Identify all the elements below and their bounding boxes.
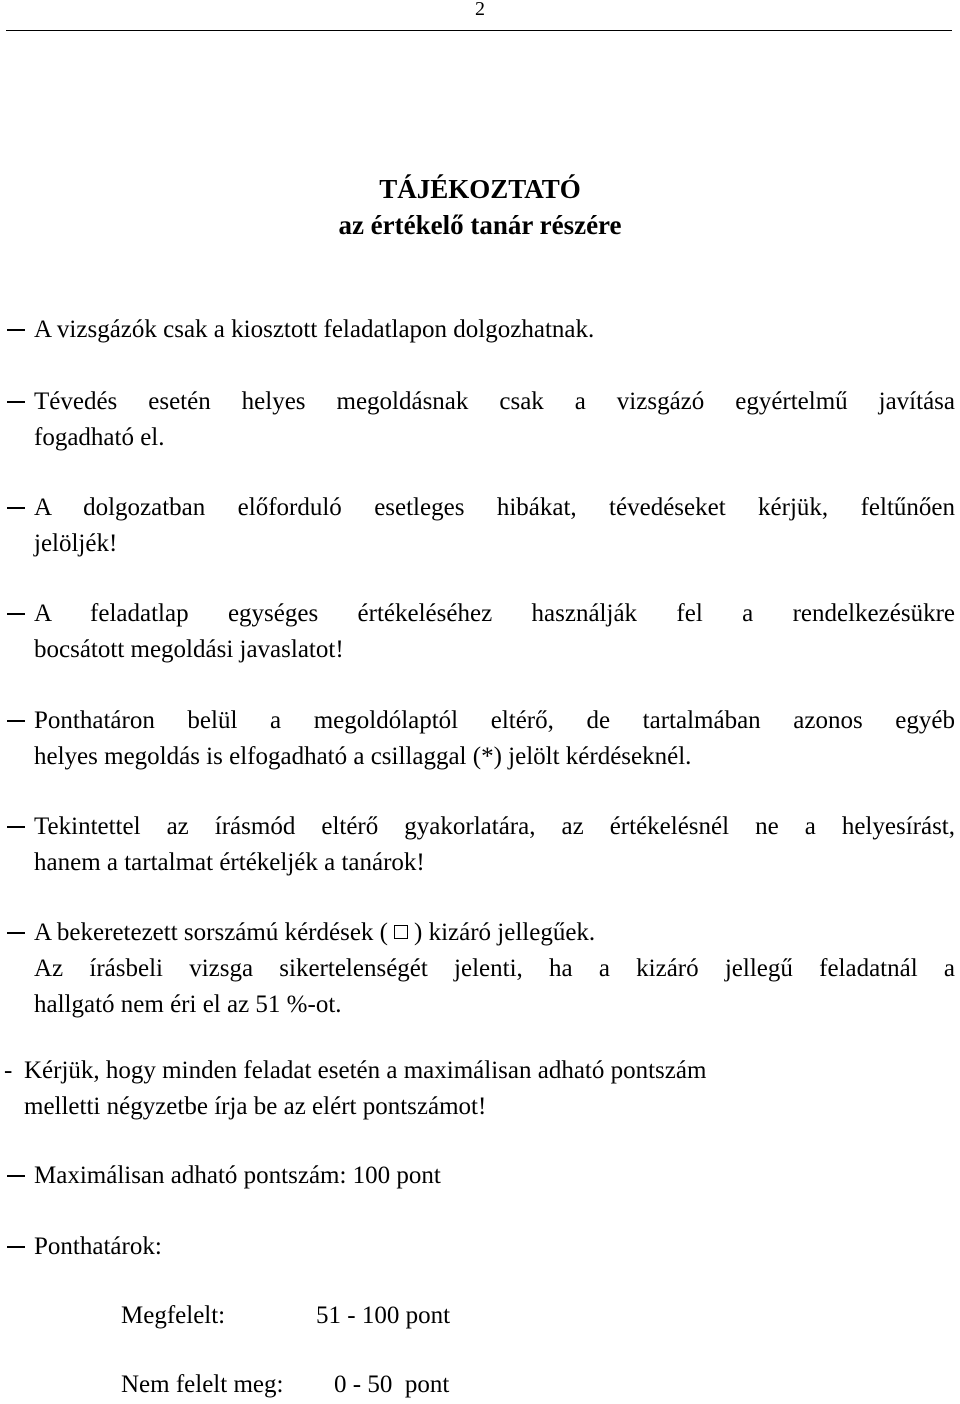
list-item-text: Kérjük, hogy minden feladat esetén a maximálisan adható pontszám	[24, 1057, 707, 1084]
list-item-text: hanem a tartalmat értékeljék a tanárok!	[34, 849, 425, 876]
list-item-text: fogadható el.	[34, 424, 165, 451]
list-item-text-part: ) kizáró jellegűek.	[414, 919, 596, 946]
list-item-text: Tekintettel az írásmód eltérő gyakorlatára, az értékelésnél ne a helyesírást,	[34, 813, 955, 840]
dash-bullet	[7, 613, 25, 615]
dash-bullet	[7, 932, 25, 934]
list-item	[34, 915, 955, 1023]
dash-bullet	[7, 826, 25, 828]
list-item-text: jelöljék!	[34, 530, 118, 557]
page-title: TÁJÉKOZTATÓ	[379, 174, 581, 204]
list-item	[34, 490, 955, 562]
thresholds-item	[34, 1229, 955, 1265]
list-item-text-part: A bekeretezett sorszámú kérdések (	[34, 919, 389, 946]
threshold-label-fail: Nem felelt meg:	[121, 1371, 284, 1398]
threshold-value-fail: 0 - 50 pont	[334, 1371, 450, 1398]
list-item	[4, 1053, 924, 1125]
thresholds-label: Ponthatárok:	[34, 1233, 162, 1260]
dash-bullet	[7, 329, 25, 331]
list-item-text: Ponthatáron belül a megoldólaptól eltérő, de tartalmában azonos egyéb	[34, 707, 955, 734]
dash-bullet	[7, 507, 25, 509]
list-item	[34, 596, 955, 668]
list-item	[34, 384, 955, 456]
page-number: 2	[475, 0, 485, 20]
list-item-text: melletti négyzetbe írja be az elért pontszámot!	[24, 1093, 487, 1120]
dash-bullet	[7, 1246, 25, 1248]
list-item-text: bocsátott megoldási javaslatot!	[34, 636, 344, 663]
list-item-text	[34, 915, 955, 951]
page-subtitle: az értékelő tanár részére	[338, 210, 622, 240]
list-item-text: hallgató nem éri el az 51 %-ot.	[34, 991, 342, 1018]
max-points-item	[34, 1158, 955, 1194]
square-box-icon	[394, 925, 408, 939]
max-points-text: Maximálisan adható pontszám: 100 pont	[34, 1162, 441, 1189]
list-item-text: A vizsgázók csak a kiosztott feladatlapon dolgozhatnak.	[34, 316, 595, 343]
threshold-label-pass: Megfelelt:	[121, 1302, 226, 1329]
list-item	[34, 312, 955, 348]
threshold-value-pass: 51 - 100 pont	[316, 1302, 451, 1329]
list-item-text: Az írásbeli vizsga sikertelenségét jelenti, ha a kizáró jellegű feladatnál a	[34, 955, 955, 982]
header-rule	[6, 30, 952, 31]
dash-bullet	[7, 1175, 25, 1177]
list-item-text: A feladatlap egységes értékeléséhez használják fel a rendelkezésükre	[34, 600, 955, 627]
list-item-text: helyes megoldás is elfogadható a csillaggal (*) jelölt kérdéseknél.	[34, 743, 692, 770]
list-item	[34, 703, 955, 775]
dash-bullet	[7, 720, 25, 722]
list-item-text: Tévedés esetén helyes megoldásnak csak a vizsgázó egyértelmű javítása	[34, 388, 955, 415]
hyphen-bullet: -	[4, 1057, 13, 1084]
list-item-text: A dolgozatban előforduló esetleges hibákat, tévedéseket kérjük, feltűnően	[34, 494, 955, 521]
list-item	[34, 809, 955, 881]
dash-bullet	[7, 401, 25, 403]
